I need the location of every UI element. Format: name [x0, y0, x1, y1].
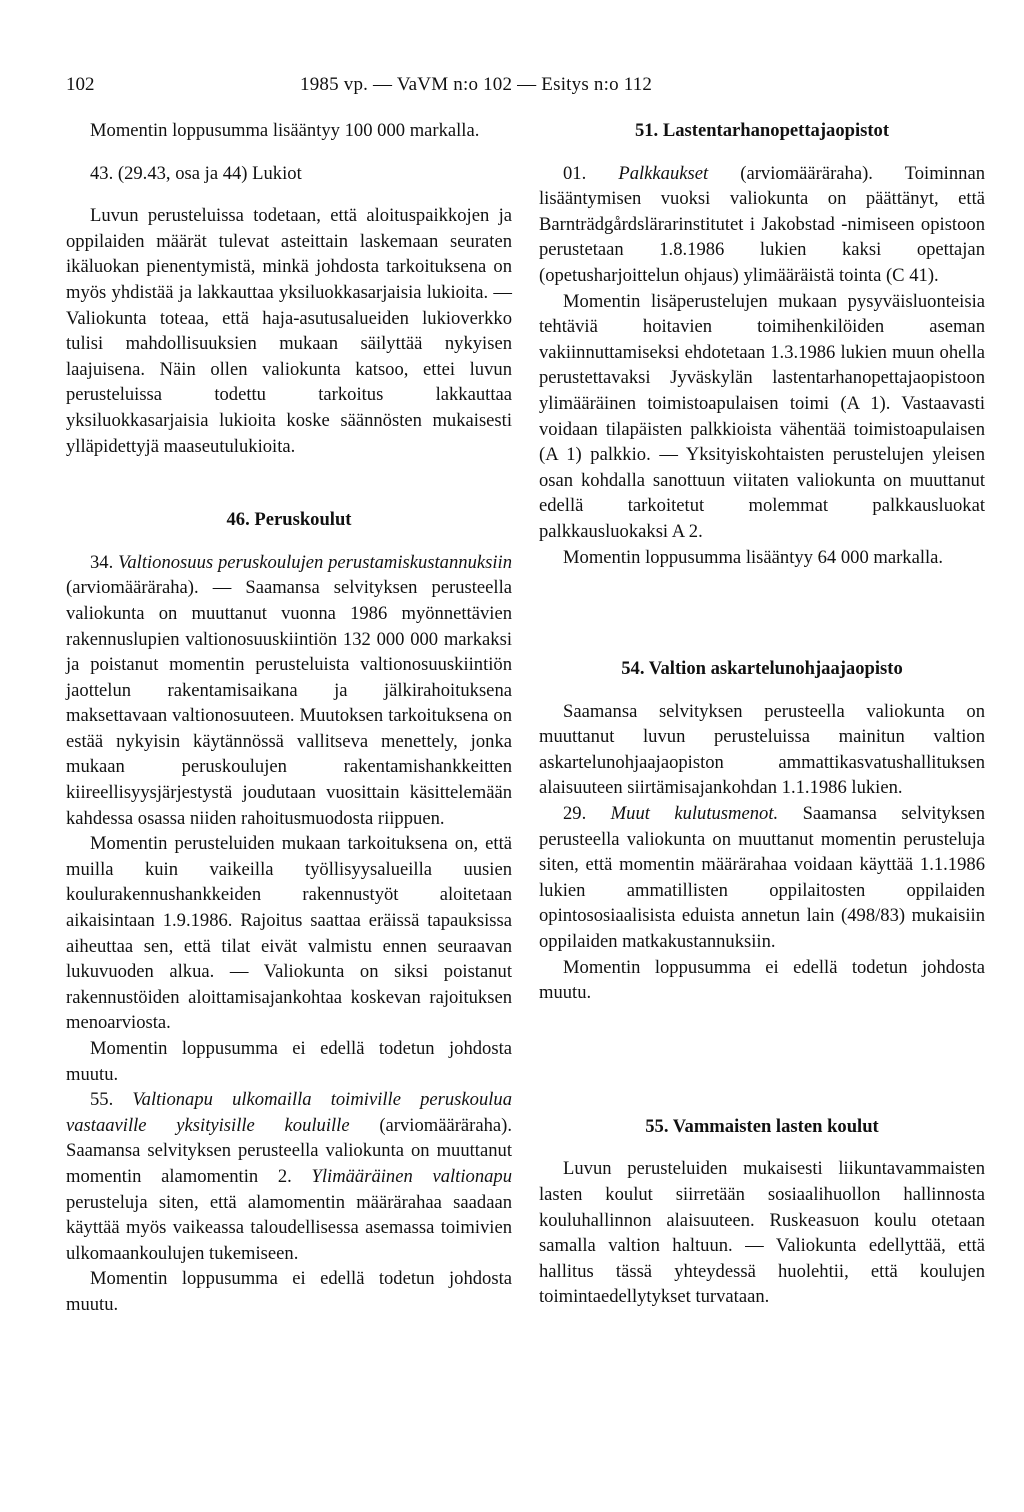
page-header — [66, 74, 966, 104]
section-54-paragraph: Saamansa selvityksen perusteella valiokunta on muuttanut luvun perusteluissa mainitun valtion askartelunohjaajaopiston ammattikasvatushallituksen alaisuuteen siirtämisajankohdan 1.1.1986 lukien. — [539, 700, 985, 799]
moment-55-text: (arviomääräraha). Saamansa selvityksen perusteella valiokunta on muuttanut momentin alamomentin 2. — [66, 1114, 512, 1187]
left-column — [66, 118, 512, 1318]
moment-01-paragraph — [539, 161, 985, 289]
moment-55-subtitle: Ylimääräinen valtionapu — [311, 1165, 513, 1187]
moment-29-title: Muut kulutusmenot. — [610, 803, 779, 825]
intro-paragraph: Momentin loppusumma lisääntyy 100 000 markalla. — [90, 120, 480, 141]
moment-01-text: (arviomääräraha). Toiminnan lisääntymisen vuoksi valiokunta on päättänyt, että Barnträdgårdslärarinstitutet i Jakobstad -nimiseen opistoon perustetaan 1.8.1986 lukien kaksi opettajan (opetusharjoittelun ohjaus) ylimääräistä tointa (C 41). — [539, 162, 985, 286]
moment-34-paragraph — [66, 550, 512, 832]
moment-29-paragraph-2: Momentin loppusumma ei edellä todetun johdosta muutu. — [539, 956, 985, 1004]
moment-01-title: Palkkaukset — [618, 162, 709, 184]
right-column — [539, 118, 985, 1310]
moment-55-text-end: perusteluja siten, että alamomentin määrärahaa saadaan käyttää myös vaikeassa taloudellisessa asemassa toimivien ulkomaankoulujen tukemiseen. — [66, 1191, 512, 1264]
heading-54-askartelunohjaajaopisto: 54. Valtion askartelunohjaajaopisto — [621, 658, 903, 680]
moment-29-paragraph — [539, 801, 985, 955]
moment-34-number: 34. — [90, 551, 114, 573]
moment-29-text: Saamansa selvityksen perusteella valiokunta on muuttanut momentin perusteluja siten, että momentin määrärahaa voidaan käyttää 1.1.1986 lukien ammatillisten oppilaitosten oppilaiden opintososiaalisista eduista annetun lain (498/83) mukaisiin oppilaiden matkakustannuksiin. — [539, 803, 985, 953]
heading-51-lastentarhanopettajaopistot: 51. Lastentarhanopettajaopistot — [634, 120, 890, 141]
section-55-paragraph: Luvun perusteluiden mukaisesti liikuntavammaisten lasten koulut siirretään sosiaalihuollon hallinnosta kouluhallinnon alaisuuteen. Ruskeasuon koulu otetaan samalla valtion haltuun. — Valiokunta edellyttää, että hallitus tässä yhteydessä huolehtii, että koulujen toimintaedellytykset turvataan. — [539, 1158, 985, 1308]
running-head: 1985 vp. — VaVM n:o 102 — Esitys n:o 112 — [300, 74, 653, 95]
moment-34-paragraph-2: Momentin perusteluiden mukaan tarkoituksena on, että muilla kuin vaikeilla työllisyysalueilla uusien koulurakennushankkeiden rakennustyöt aloitetaan aikaisintaan 1.9.1986. Rajoitus saattaa eräissä tapauksissa aiheuttaa sen, että tilat eivät valmistu ennen seuraavan lukuvuoden alkua. — Valiokunta on siksi poistanut rakennustöiden aloittamisajankohtaa koskevan rajoituksen menoarviosta. — [66, 833, 512, 1034]
moment-01-paragraph-2: Momentin lisäperustelujen mukaan pysyväisluonteisia tehtäviä hoitavien toimihenkilöiden aseman vakiinnuttamiseksi ehdotetaan 1.3.1986 lukien muun ohella perustettavaksi Jyväskylän lastentarhanopettajaopistoon ylimääräinen toimistoapulaisen toimi (A 1). Vastaavasti voidaan tilapäisten palkkioista vähentää toimistoapulaisen (A 1) palkkio. — Yksityiskohtaisten perustelujen yleisen osan kohdalla sanottuun viitaten valiokunta on muuttanut edellä tarkoitetut molemmat palkkausluokat palkkausluokaksi A 2. — [539, 290, 985, 542]
moment-55-paragraph — [66, 1087, 512, 1266]
heading-46-peruskoulut: 46. Peruskoulut — [226, 509, 352, 531]
section-43-paragraph: Luvun perusteluissa todetaan, että aloituspaikkojen ja oppilaiden määrät tulevat asteittain laskemaan seuraten ikäluokan pienentymistä, minkä johdosta tarkoituksena on myös yhdistää ja lakkauttaa yksiluokkasarjaisia lukioita. — Valiokunta toteaa, että haja-asutusalueiden lukioverkko tulisi mahdollisuuksien mukaan säilyttää nykyisen laajuisena. Näin ollen valiokunta katsoo, ettei luvun perusteluissa todettu tarkoitus lakkauttaa yksiluokkasarjaisia lukioita koske säännösten mukaisesti ylläpidettyjä maaseutulukioita. — [66, 205, 512, 457]
moment-34-paragraph-3: Momentin loppusumma ei edellä todetun johdosta muutu. — [66, 1038, 512, 1085]
moment-01-number: 01. — [563, 162, 587, 184]
section-43-lead: 43. (29.43, osa ja 44) Lukiot — [90, 162, 302, 184]
moment-29-number: 29. — [563, 803, 587, 825]
moment-01-paragraph-3: Momentin loppusumma lisääntyy 64 000 markalla. — [563, 546, 944, 568]
heading-55-vammaisten-lasten-koulut: 55. Vammaisten lasten koulut — [645, 1115, 879, 1137]
moment-55-paragraph-2: Momentin loppusumma ei edellä todetun johdosta muutu. — [66, 1268, 512, 1315]
moment-55-title: Valtionapu ulkomailla toimiville peruskoulua vastaaville yksityisille kouluille — [66, 1089, 512, 1136]
moment-55-number: 55. — [90, 1089, 114, 1111]
page-number: 102 — [66, 74, 95, 95]
moment-34-text: (arviomääräraha). — Saamansa selvityksen perusteella valiokunta on muuttanut vuonna 1986 myönnettävien rakennuslupien valtionosuuskiintiön 132 000 000 markaksi ja poistanut momentin perusteluista valtionosuuskiintiön jaottelun rakentamisaikana ja jälkirahoituksena maksettavaan valtionosuuteen. Muutoksen tarkoituksena on estää nykyisin käytännössä vallitseva menettely, jonka mukaan peruskoulujen rakentamishankkeitten kiireellisyysjärjestystä joudutaan vuosittain käsittelemään kahdessa osassa niiden rahoitusmuodosta riippuen. — [66, 577, 512, 829]
moment-34-title: Valtionosuus peruskoulujen perustamiskustannuksiin — [118, 551, 512, 573]
